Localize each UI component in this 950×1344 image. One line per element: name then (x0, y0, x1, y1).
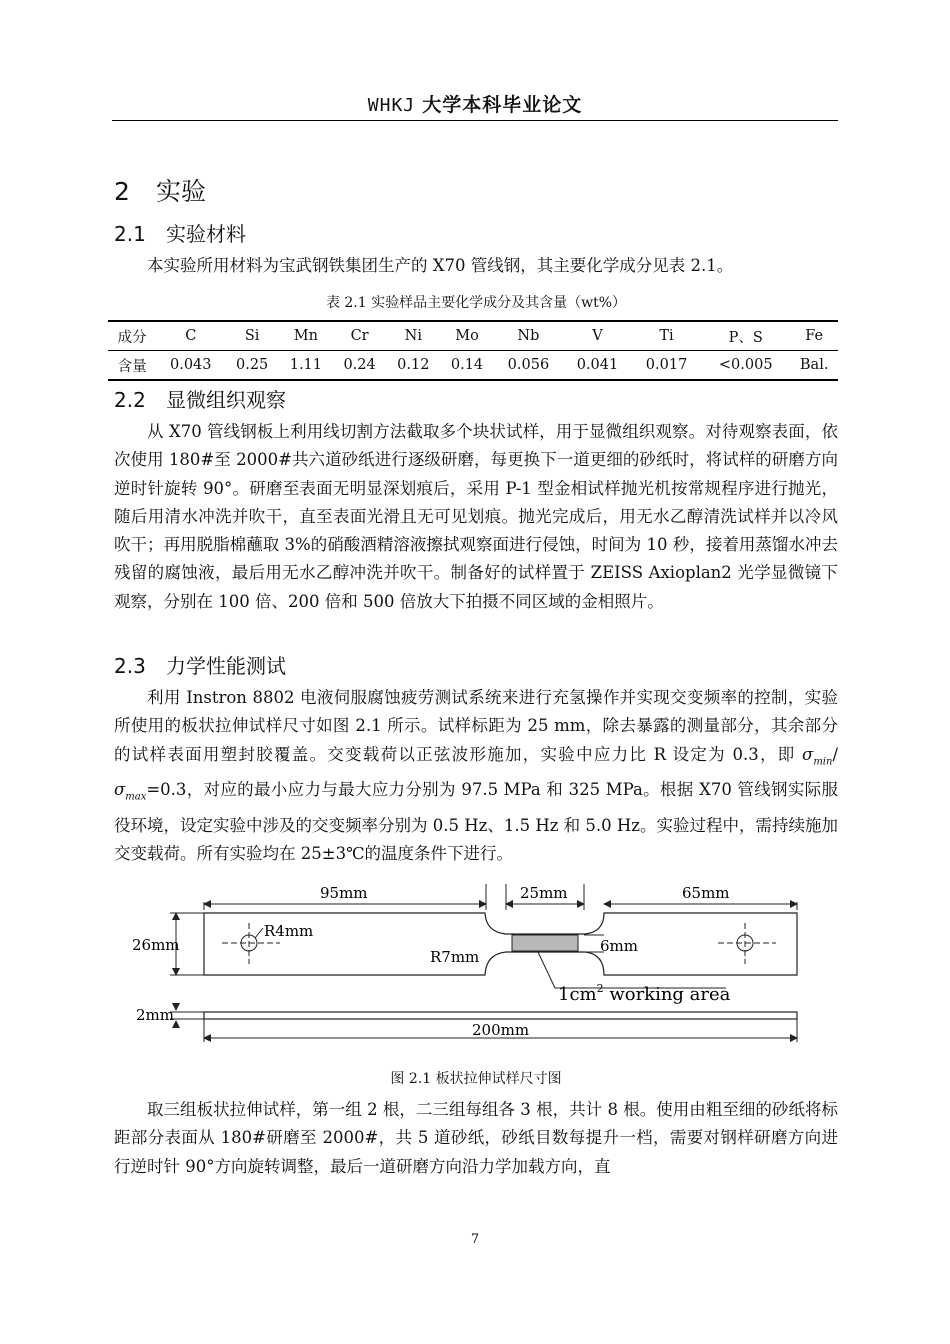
running-header (112, 90, 838, 121)
subsection-heading-2-3 (114, 650, 286, 679)
header-latin: WHKJ (367, 95, 416, 116)
dim-95-label: 95mm (320, 884, 368, 902)
table-cell: 成分 (108, 321, 156, 351)
dim-26-label: 26mm (132, 936, 180, 954)
subscript-min: min (813, 755, 833, 767)
slash: / (832, 744, 838, 764)
subsection-number: 2.1 (114, 222, 146, 246)
subsection-heading-2-1 (114, 218, 246, 247)
figure-caption: 图 2.1 板状拉伸试样尺寸图 (390, 1071, 562, 1087)
table-cell: 0.12 (397, 357, 430, 373)
dim-25-label: 25mm (520, 884, 568, 902)
r7-label: R7mm (430, 948, 480, 966)
page-number: 7 (470, 1232, 480, 1247)
working-area (512, 935, 578, 951)
paragraph-text: =0.3，对应的最小应力与最大应力分别为 97.5 MPa 和 325 MPa。根据 X70 管线钢实际服役环境，设定实验中涉及的交变频率分别为 0.5 Hz、1.5 Hz 和 5.0 Hz。实验过程中，需持续施加交变载荷。所有实验均在 25±3℃的温度条件下进行。 (114, 780, 838, 864)
subsection-title: 显微组织观察 (166, 388, 286, 412)
working-area-superscript: 2 (596, 982, 604, 995)
dim-65-label: 65mm (682, 884, 730, 902)
specimen-side-view (204, 1012, 797, 1019)
dim-6-label: 6mm (600, 937, 638, 955)
table-cell: C (156, 321, 225, 351)
table-cell: V (563, 321, 632, 351)
table-header-row (108, 321, 838, 351)
table-cell: 含量 (117, 358, 147, 375)
sigma-symbol: σ (802, 744, 814, 764)
table-cell: Si (225, 321, 279, 351)
table-row (108, 351, 838, 381)
subscript-max: max (125, 791, 147, 803)
specimen-figure (130, 880, 830, 1055)
section-title: 实验 (156, 177, 207, 206)
paragraph-text: 利用 Instron 8802 电液伺服腐蚀疲劳测试系统来进行充氢操作并实现交变频率的控制，实验所使用的板状拉伸试样尺寸如图 2.1 所示。试样标距为 25 mm，除去暴露的测量部分，其余部分的试样表面用塑封胶覆盖。交变载荷以正弦波形施加，实验中应力比 R 设定为 0.3，即 (114, 688, 838, 764)
table-cell: 0.041 (576, 357, 619, 373)
r4-label: R4mm (264, 922, 314, 940)
table-cell: 0.14 (450, 357, 484, 373)
paragraph-tail: 取三组板状拉伸试样，第一组 2 根，二三组每组各 3 根，共计 8 根。使用由粗至细的砂纸将标距部分表面从 180#研磨至 2000#，共 5 道砂纸，砂纸目数每提升一档，需要对钢样研磨方向进行逆时针 90°方向旋转调整，最后一道研磨方向沿力学加载方向，直 (114, 1100, 838, 1176)
table-cell: 1.11 (289, 357, 323, 373)
table-cell: 0.24 (343, 357, 376, 373)
table-cell: Cr (333, 321, 387, 351)
working-area-unit: 1cm (558, 984, 597, 1005)
table-cell: 0.25 (236, 357, 269, 373)
table-cell: Mn (279, 321, 333, 351)
paragraph-2-2: 从 X70 管线钢板上利用线切割方法截取多个块状试样，用于显微组织观察。对待观察表面，依次使用 180#至 2000#共六道砂纸进行逐级研磨，每更换下一道更细的砂纸时，将试样的研磨方向逆时针旋转 90°。研磨至表面无明显深划痕后，采用 P-1 型金相试样抛光机按常规程序进行抛光，随后用清水冲洗并吹干，直至表面光滑且无可见划痕。抛光完成后，用无水乙醇清洗试样并以冷风吹干；再用脱脂棉蘸取 3%的硝酸酒精溶液擦拭观察面进行侵蚀，时间为 10 秒，接着用蒸馏水冲去残留的腐蚀液，最后用无水乙醇冲洗并吹干。制备好的试样置于 ZEISS Axioplan2 光学显微镜下观察，分别在 100 倍、200 倍和 500 倍放大下拍摄不同区域的金相照片。 (114, 422, 838, 611)
section-number: 2 (114, 177, 130, 206)
table-cell: Bal. (799, 357, 829, 373)
table-cell: Ti (632, 321, 701, 351)
dim-2-label: 2mm (136, 1006, 174, 1024)
dim-200-label: 200mm (472, 1021, 530, 1039)
subsection-title: 实验材料 (166, 222, 246, 246)
subsection-number: 2.2 (114, 388, 146, 412)
table-cell: Fe (790, 321, 838, 351)
table-cell: 0.017 (645, 357, 688, 373)
subsection-heading-2-2 (114, 384, 286, 413)
header-title: 大学本科毕业论文 (422, 94, 583, 116)
table-cell: Nb (494, 321, 563, 351)
table-cell: Ni (386, 321, 440, 351)
table-cell: <0.005 (718, 357, 773, 373)
table-caption: 表 2.1 实验样品主要化学成分及其含量（wt%） (325, 295, 627, 311)
table-cell: P、S (701, 321, 790, 351)
paragraph-2-1: 本实验所用材料为宝武钢铁集团生产的 X70 管线钢，其主要化学成分见表 2.1。 (147, 256, 734, 275)
subsection-number: 2.3 (114, 654, 146, 678)
table-cell: 0.043 (170, 357, 212, 373)
table-cell: 0.056 (507, 357, 550, 373)
composition-table (108, 320, 838, 381)
paragraph-2-3 (114, 684, 838, 868)
working-area-label (558, 982, 731, 1005)
table-cell: Mo (440, 321, 494, 351)
section-heading (114, 172, 206, 208)
working-area-text: working area (603, 984, 731, 1005)
sigma-symbol: σ (114, 780, 126, 800)
subsection-title: 力学性能测试 (166, 654, 286, 678)
